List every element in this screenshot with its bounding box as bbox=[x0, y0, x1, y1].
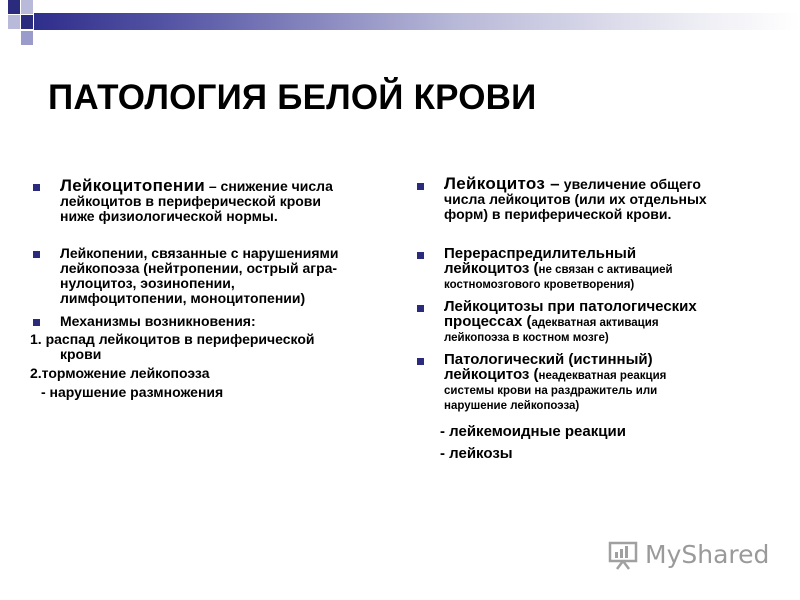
text-line: Патологический (истинный) bbox=[444, 351, 653, 368]
slide-title: ПАТОЛОГИЯ БЕЛОЙ КРОВИ bbox=[48, 78, 537, 117]
decor-square-2 bbox=[21, 0, 33, 14]
definition-line: лейкоцитов в периферической крови bbox=[60, 193, 322, 209]
note-text: неадекватная реакция bbox=[538, 370, 667, 382]
presentation-board-icon bbox=[607, 539, 639, 571]
header-decoration bbox=[0, 0, 800, 50]
square-bullet-icon bbox=[33, 184, 40, 191]
definition-line: форм) в периферической крови. bbox=[444, 206, 672, 222]
mechanism-2-detail: - нарушение размножения bbox=[41, 384, 224, 400]
note-text: нарушение лейкопоэза) bbox=[444, 400, 580, 412]
right-column bbox=[412, 176, 757, 461]
myshared-watermark bbox=[607, 537, 770, 573]
left-bullet-leukocytopenia bbox=[30, 178, 380, 224]
square-bullet-icon bbox=[417, 183, 424, 190]
note-text: лейкопоэза в костном мозге) bbox=[444, 332, 609, 344]
text-line: Лейкопении, связанные с нарушениями bbox=[60, 245, 339, 261]
right-bullet-leukocytosis bbox=[412, 176, 757, 222]
header-gradient-bar bbox=[34, 13, 800, 30]
right-bullet-redistributive bbox=[412, 246, 757, 293]
text-line: крови bbox=[60, 346, 102, 362]
text-line: нулоцитоз, эозинопении, bbox=[60, 275, 235, 291]
sub-item-leukemoid: - лейкемоидные реакции bbox=[440, 423, 626, 440]
right-bullet-true-leukocytosis bbox=[412, 352, 757, 414]
note-text: системы крови на раздражитель или bbox=[444, 385, 658, 397]
text-line: лейкопоэза (нейтропении, острый агра- bbox=[60, 260, 338, 276]
square-bullet-icon bbox=[33, 251, 40, 258]
watermark-text-my: My bbox=[645, 540, 682, 569]
text-line: лимфоцитопении, моноцитопении) bbox=[60, 290, 306, 306]
square-bullet-icon bbox=[417, 252, 424, 259]
note-text: костномозгового кроветворения) bbox=[444, 279, 635, 291]
text-line: Механизмы возникновения: bbox=[60, 313, 256, 329]
decor-square-4 bbox=[21, 15, 33, 29]
text-line: 1. распад лейкоцитов в периферической bbox=[30, 331, 315, 347]
right-bullet-pathological-processes bbox=[412, 299, 757, 346]
mechanism-1 bbox=[30, 332, 380, 362]
left-column bbox=[30, 178, 380, 400]
left-bullet-leukopenia bbox=[30, 246, 380, 306]
square-bullet-icon bbox=[33, 319, 40, 326]
square-bullet-icon bbox=[417, 305, 424, 312]
mechanism-2: 2.торможение лейкопоэза bbox=[30, 365, 210, 381]
text-line: лейкоцитоз ( bbox=[444, 260, 539, 277]
definition-text: увеличение общего bbox=[559, 176, 701, 192]
text-line: процессах ( bbox=[444, 313, 532, 330]
sub-item-leukoses: - лейкозы bbox=[440, 445, 513, 462]
decor-square-5 bbox=[21, 31, 33, 45]
term-leukocytosis: Лейкоцитоз – bbox=[444, 174, 560, 193]
square-bullet-icon bbox=[417, 358, 424, 365]
definition-line: числа лейкоцитов (или их отдельных bbox=[444, 191, 707, 207]
decor-square-1 bbox=[8, 0, 20, 14]
text-line: Перераспредилительный bbox=[444, 245, 637, 262]
definition-line: ниже физиологической нормы. bbox=[60, 208, 278, 224]
decor-square-3 bbox=[8, 15, 20, 29]
definition-text: – снижение числа bbox=[204, 178, 333, 194]
text-line: Лейкоцитозы при патологических bbox=[444, 298, 697, 315]
note-text: адекватная активация bbox=[531, 317, 659, 329]
text-line: лейкоцитоз ( bbox=[444, 366, 539, 383]
left-bullet-mechanisms bbox=[30, 314, 380, 329]
watermark-text-shared: Shared bbox=[681, 540, 770, 569]
note-text: не связан с активацией bbox=[538, 264, 673, 276]
term-leukocytopenia: Лейкоцитопении bbox=[60, 176, 205, 195]
